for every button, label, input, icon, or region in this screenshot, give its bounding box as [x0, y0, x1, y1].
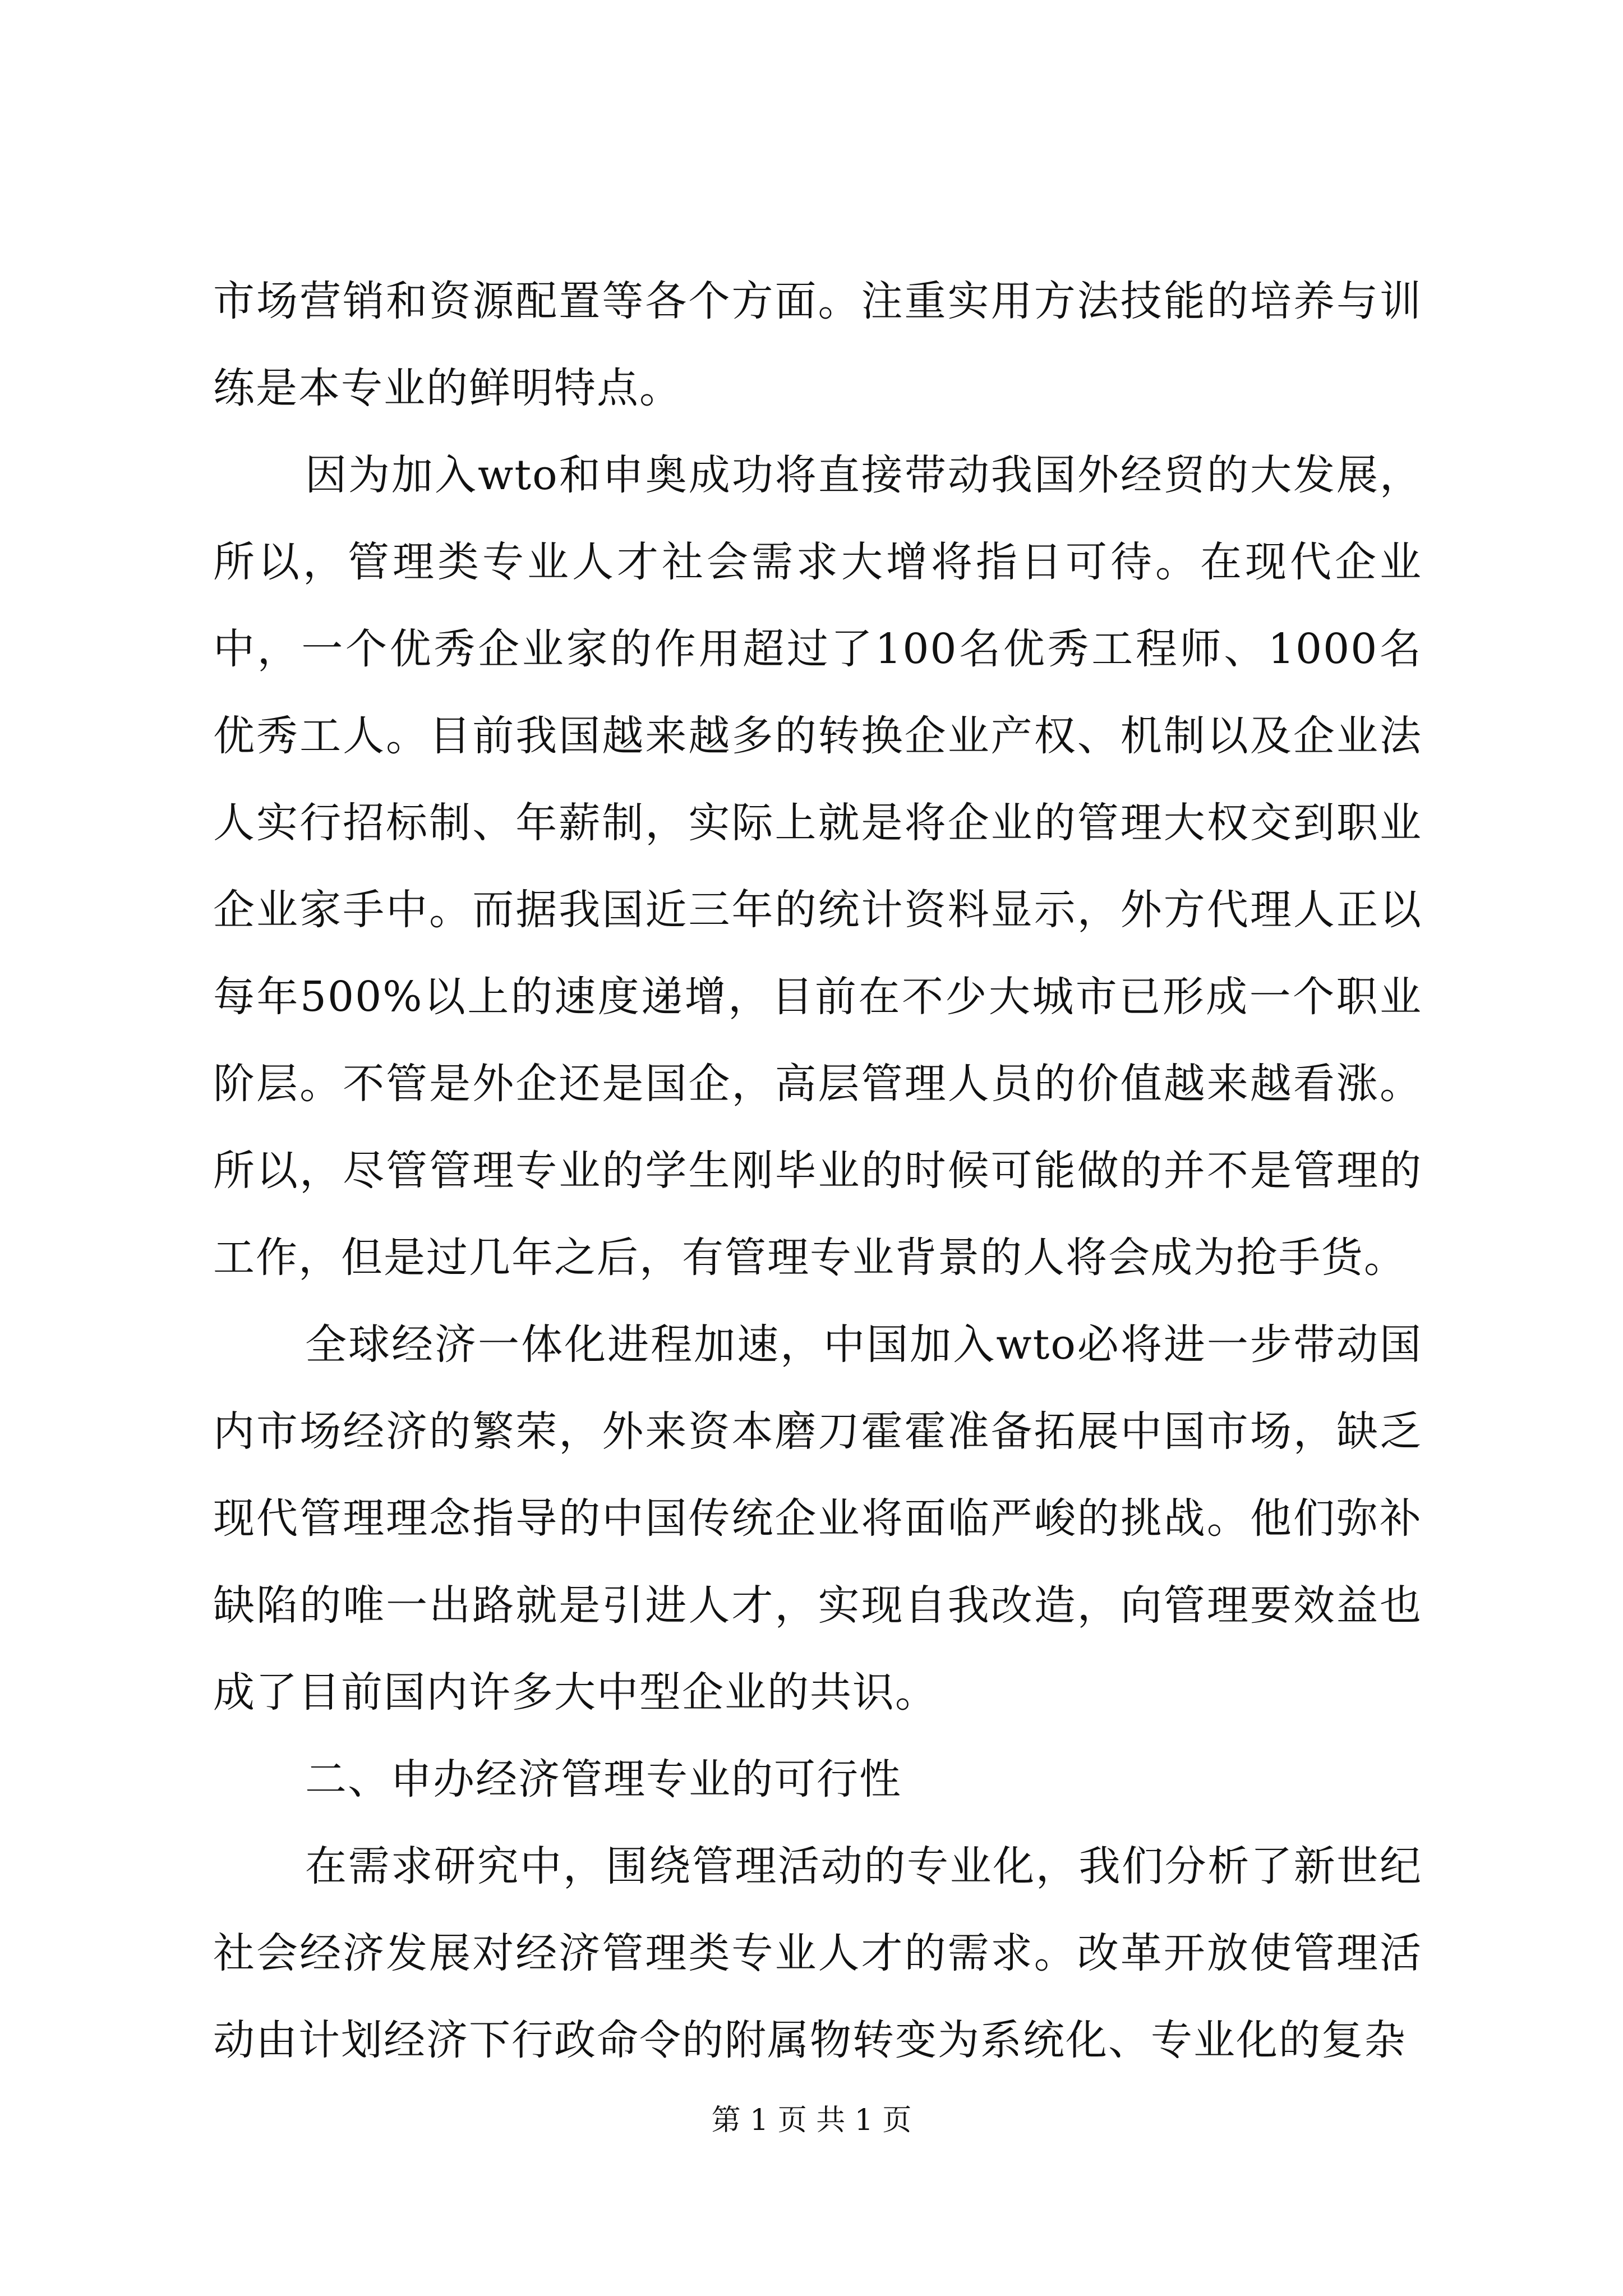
paragraph-demand-research: 在需求研究中，围绕管理活动的专业化，我们分析了新世纪社会经济发展对经济管理类专业人才的需求。改革开放使管理活动由计划经济下行政命令的附属物转变为系统化、专业化的复杂	[213, 1842, 1422, 2064]
paragraph-talent-demand: 因为加入wto和申奥成功将直接带动我国外经贸的大发展，所以，管理类专业人才社会需求大增将指日可待。在现代企业中，一个优秀企业家的作用超过了100名优秀工程师、1000名优秀工人。目前我国越来越多的转换企业产权、机制以及企业法人实行招标制、年薪制，实际上就是将企业的管理大权交到职业企业家手中。而据我国近三年的统计资料显示，外方代理人正以每年500%以上的速度递增，目前在不少大城市已形成一个职业阶层。不管是外企还是国企，高层管理人员的价值越来越看涨。所以，尽管管理专业的学生刚毕业的时候可能做的并不是管理的工作，但是过几年之后，有管理专业背景的人将会成为抢手货。	[213, 451, 1422, 1282]
document-body	[213, 258, 1422, 2084]
paragraph-continuation: 市场营销和资源配置等各个方面。注重实用方法技能的培养与训练是本专业的鲜明特点。	[213, 277, 1422, 412]
page-footer: 第 1 页 共 1 页	[711, 2104, 912, 2137]
section-heading-feasibility: 二、申办经济管理专业的可行性	[305, 1755, 902, 1803]
paragraph-globalization: 全球经济一体化进程加速，中国加入wto必将进一步带动国内市场经济的繁荣，外来资本磨刀霍霍准备拓展中国市场，缺乏现代管理理念指导的中国传统企业将面临严峻的挑战。他们弥补缺陷的唯一出路就是引进人才，实现自我改造，向管理要效益也成了目前国内许多大中型企业的共识。	[213, 1320, 1422, 1717]
